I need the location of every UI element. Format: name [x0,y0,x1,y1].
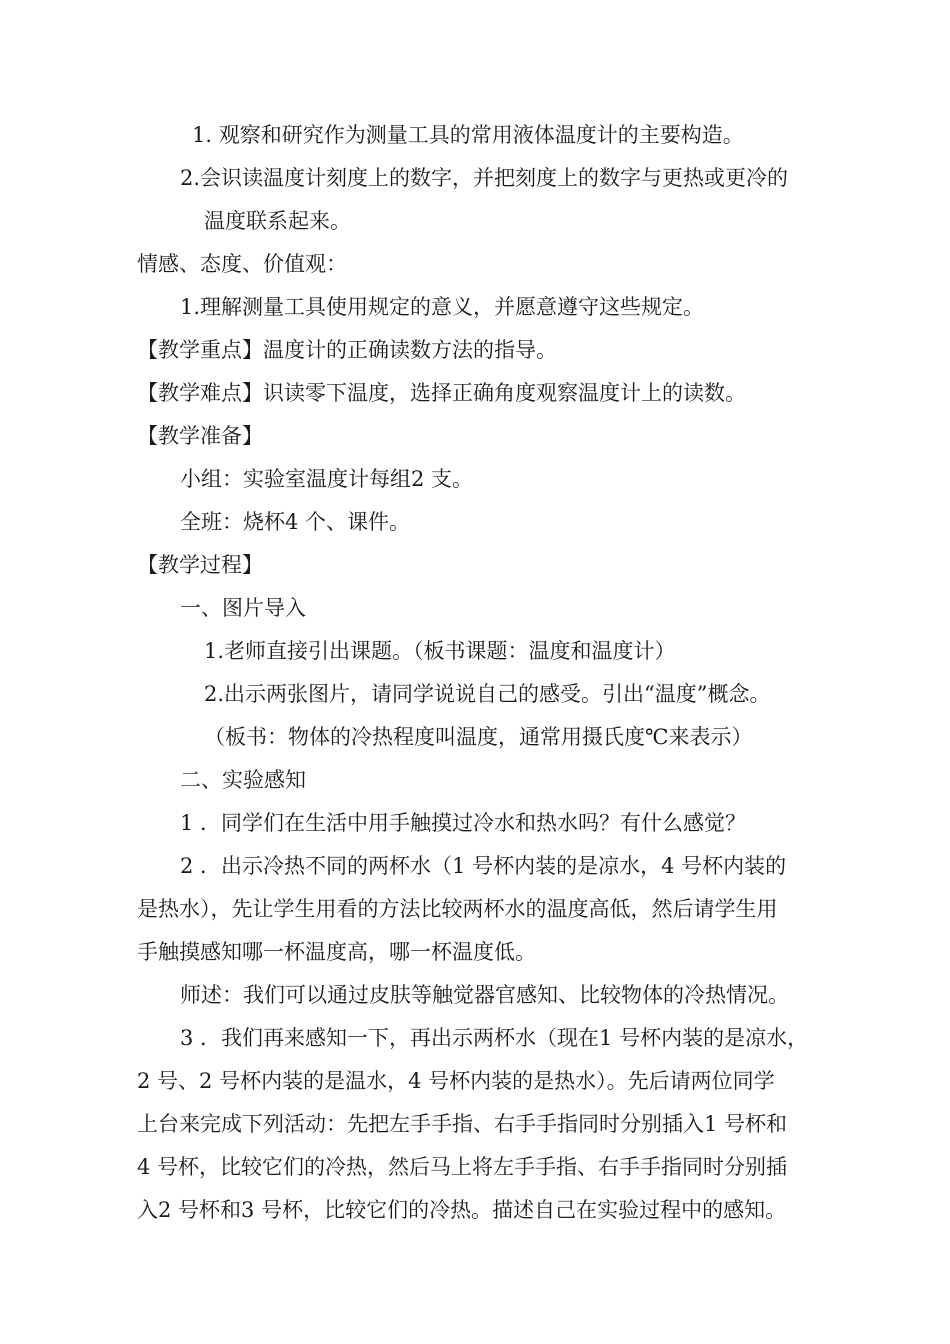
step-2-item-3-line-2: 2 号、2 号杯内装的是温水，4 号杯内装的是热水）。先后请两位同学 [137,1069,775,1093]
step-2-item-2-line-2: 是热水），先让学生用看的方法比较两杯水的温度高低，然后请学生用 [137,897,778,921]
objective-2-continued: 温度联系起来。 [204,209,351,233]
section-heading-preparation: 【教学准备】 [137,424,263,448]
step-2-item-2-line-3: 手触摸感知哪一杯温度高，哪一杯温度低。 [137,940,536,964]
step-heading-2: 二、实验感知 [180,768,306,792]
step-2-item-3-line-5: 入2 号杯和3 号杯，比较它们的冷热。描述自己在实验过程中的感知。 [137,1198,787,1222]
step-2-item-3-line-3: 上台来完成下列活动：先把左手手指、右手手指同时分别插入1 号杯和 [137,1112,788,1136]
step-1-board-note: （板书：物体的冷热程度叫温度，通常用摄氏度℃来表示） [204,725,753,749]
step-1-item-2: 2.出示两张图片，请同学说说自己的感受。引出“温度”概念。 [204,682,771,706]
step-heading-1: 一、图片导入 [180,596,306,620]
objective-2: 2.会识读温度计刻度上的数字，并把刻度上的数字与更热或更冷的 [180,166,789,190]
step-2-item-3-line-4: 4 号杯，比较它们的冷热，然后马上将左手手指、右手手指同时分别插 [137,1155,788,1179]
section-heading-process: 【教学过程】 [137,553,263,577]
teaching-difficulty: 【教学难点】识读零下温度，选择正确角度观察温度计上的读数。 [137,381,746,405]
teacher-statement: 师述：我们可以通过皮肤等触觉器官感知、比较物体的冷热情况。 [180,983,789,1007]
step-2-item-1: 1 ．同学们在生活中用手触摸过冷水和热水吗？有什么感觉？ [180,811,747,835]
preparation-class: 全班：烧杯4 个、课件。 [180,510,411,534]
section-heading-emotion: 情感、态度、价值观： [137,252,347,276]
step-2-item-3: 3 ．我们再来感知一下，再出示两杯水（现在1 号杯内装的是凉水， [180,1026,809,1050]
objective-1: 1. 观察和研究作为测量工具的常用液体温度计的主要构造。 [192,123,744,147]
step-2-item-2: 2 ．出示冷热不同的两杯水（1 号杯内装的是凉水，4 号杯内装的 [180,854,787,878]
step-1-item-1: 1.老师直接引出课题。（板书课题：温度和温度计） [204,639,676,663]
emotion-item-1: 1.理解测量工具使用规定的意义，并愿意遵守这些规定。 [180,295,705,319]
preparation-group: 小组：实验室温度计每组2 支。 [180,467,474,491]
teaching-focus: 【教学重点】温度计的正确读数方法的指导。 [137,338,557,362]
